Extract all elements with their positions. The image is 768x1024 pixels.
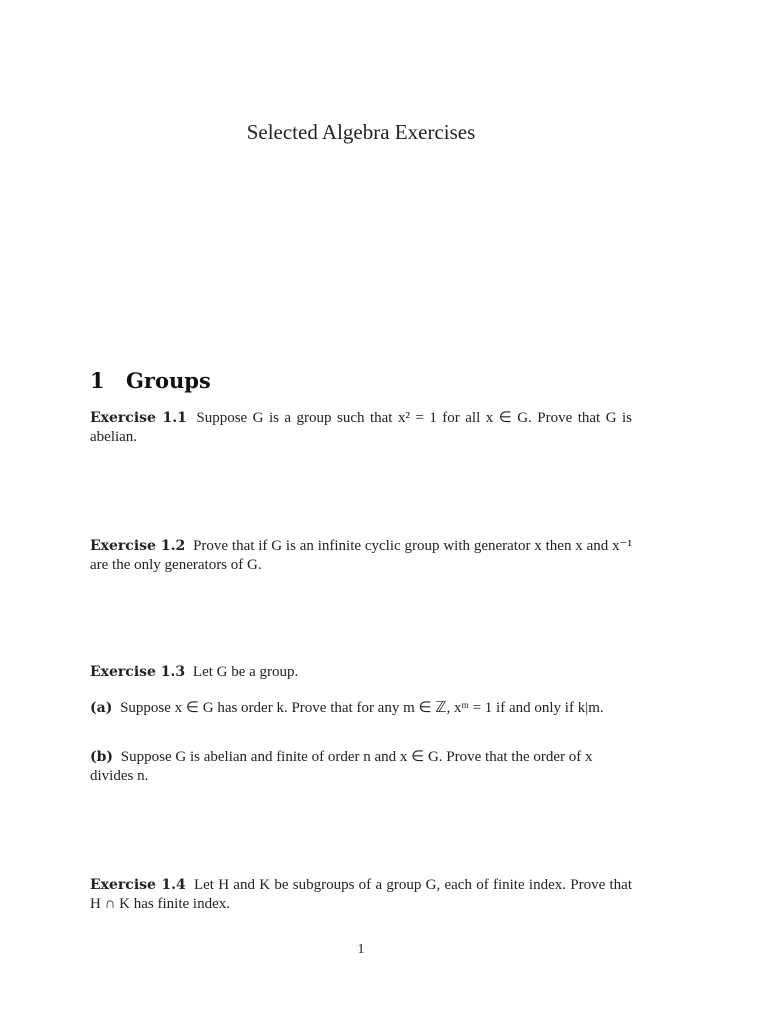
exercise-label: Exercise 1.1 (90, 410, 187, 426)
exercise-1-4 (90, 876, 632, 914)
exercise-1-3-part-b (90, 748, 632, 786)
exercise-1-3-part-a (90, 699, 632, 718)
exercise-text: Let G be a group. (192, 664, 299, 680)
exercise-label: Exercise 1.3 (90, 664, 186, 680)
exercise-1-1 (90, 409, 632, 447)
exercise-text: Suppose G is a group such that x² = 1 for all x ∈ G. Prove that G is abelian. (90, 410, 632, 445)
exercise-text: Prove that if G is an infinite cyclic group with generator x then x and x⁻¹ are the only generators of G. (90, 538, 633, 573)
page-number: 1 (357, 942, 365, 957)
part-text: Suppose G is abelian and finite of order n and x ∈ G. Prove that the order of x divides n. (90, 749, 593, 784)
exercise-1-3 (90, 663, 632, 682)
document-title: Selected Algebra Exercises (246, 120, 476, 144)
part-label: (a) (90, 700, 113, 716)
part-label: (b) (90, 749, 114, 765)
exercise-label: Exercise 1.2 (90, 538, 186, 554)
exercise-label: Exercise 1.4 (90, 877, 186, 893)
section-number: 1 (90, 368, 105, 393)
part-text: Suppose x ∈ G has order k. Prove that for any m ∈ ℤ, xᵐ = 1 if and only if k|m. (120, 700, 604, 716)
section-heading (90, 368, 211, 393)
section-name: Groups (126, 368, 211, 393)
exercise-1-2 (90, 537, 632, 575)
exercise-text: Let H and K be subgroups of a group G, each of finite index. Prove that H ∩ K has finite index. (90, 877, 632, 912)
